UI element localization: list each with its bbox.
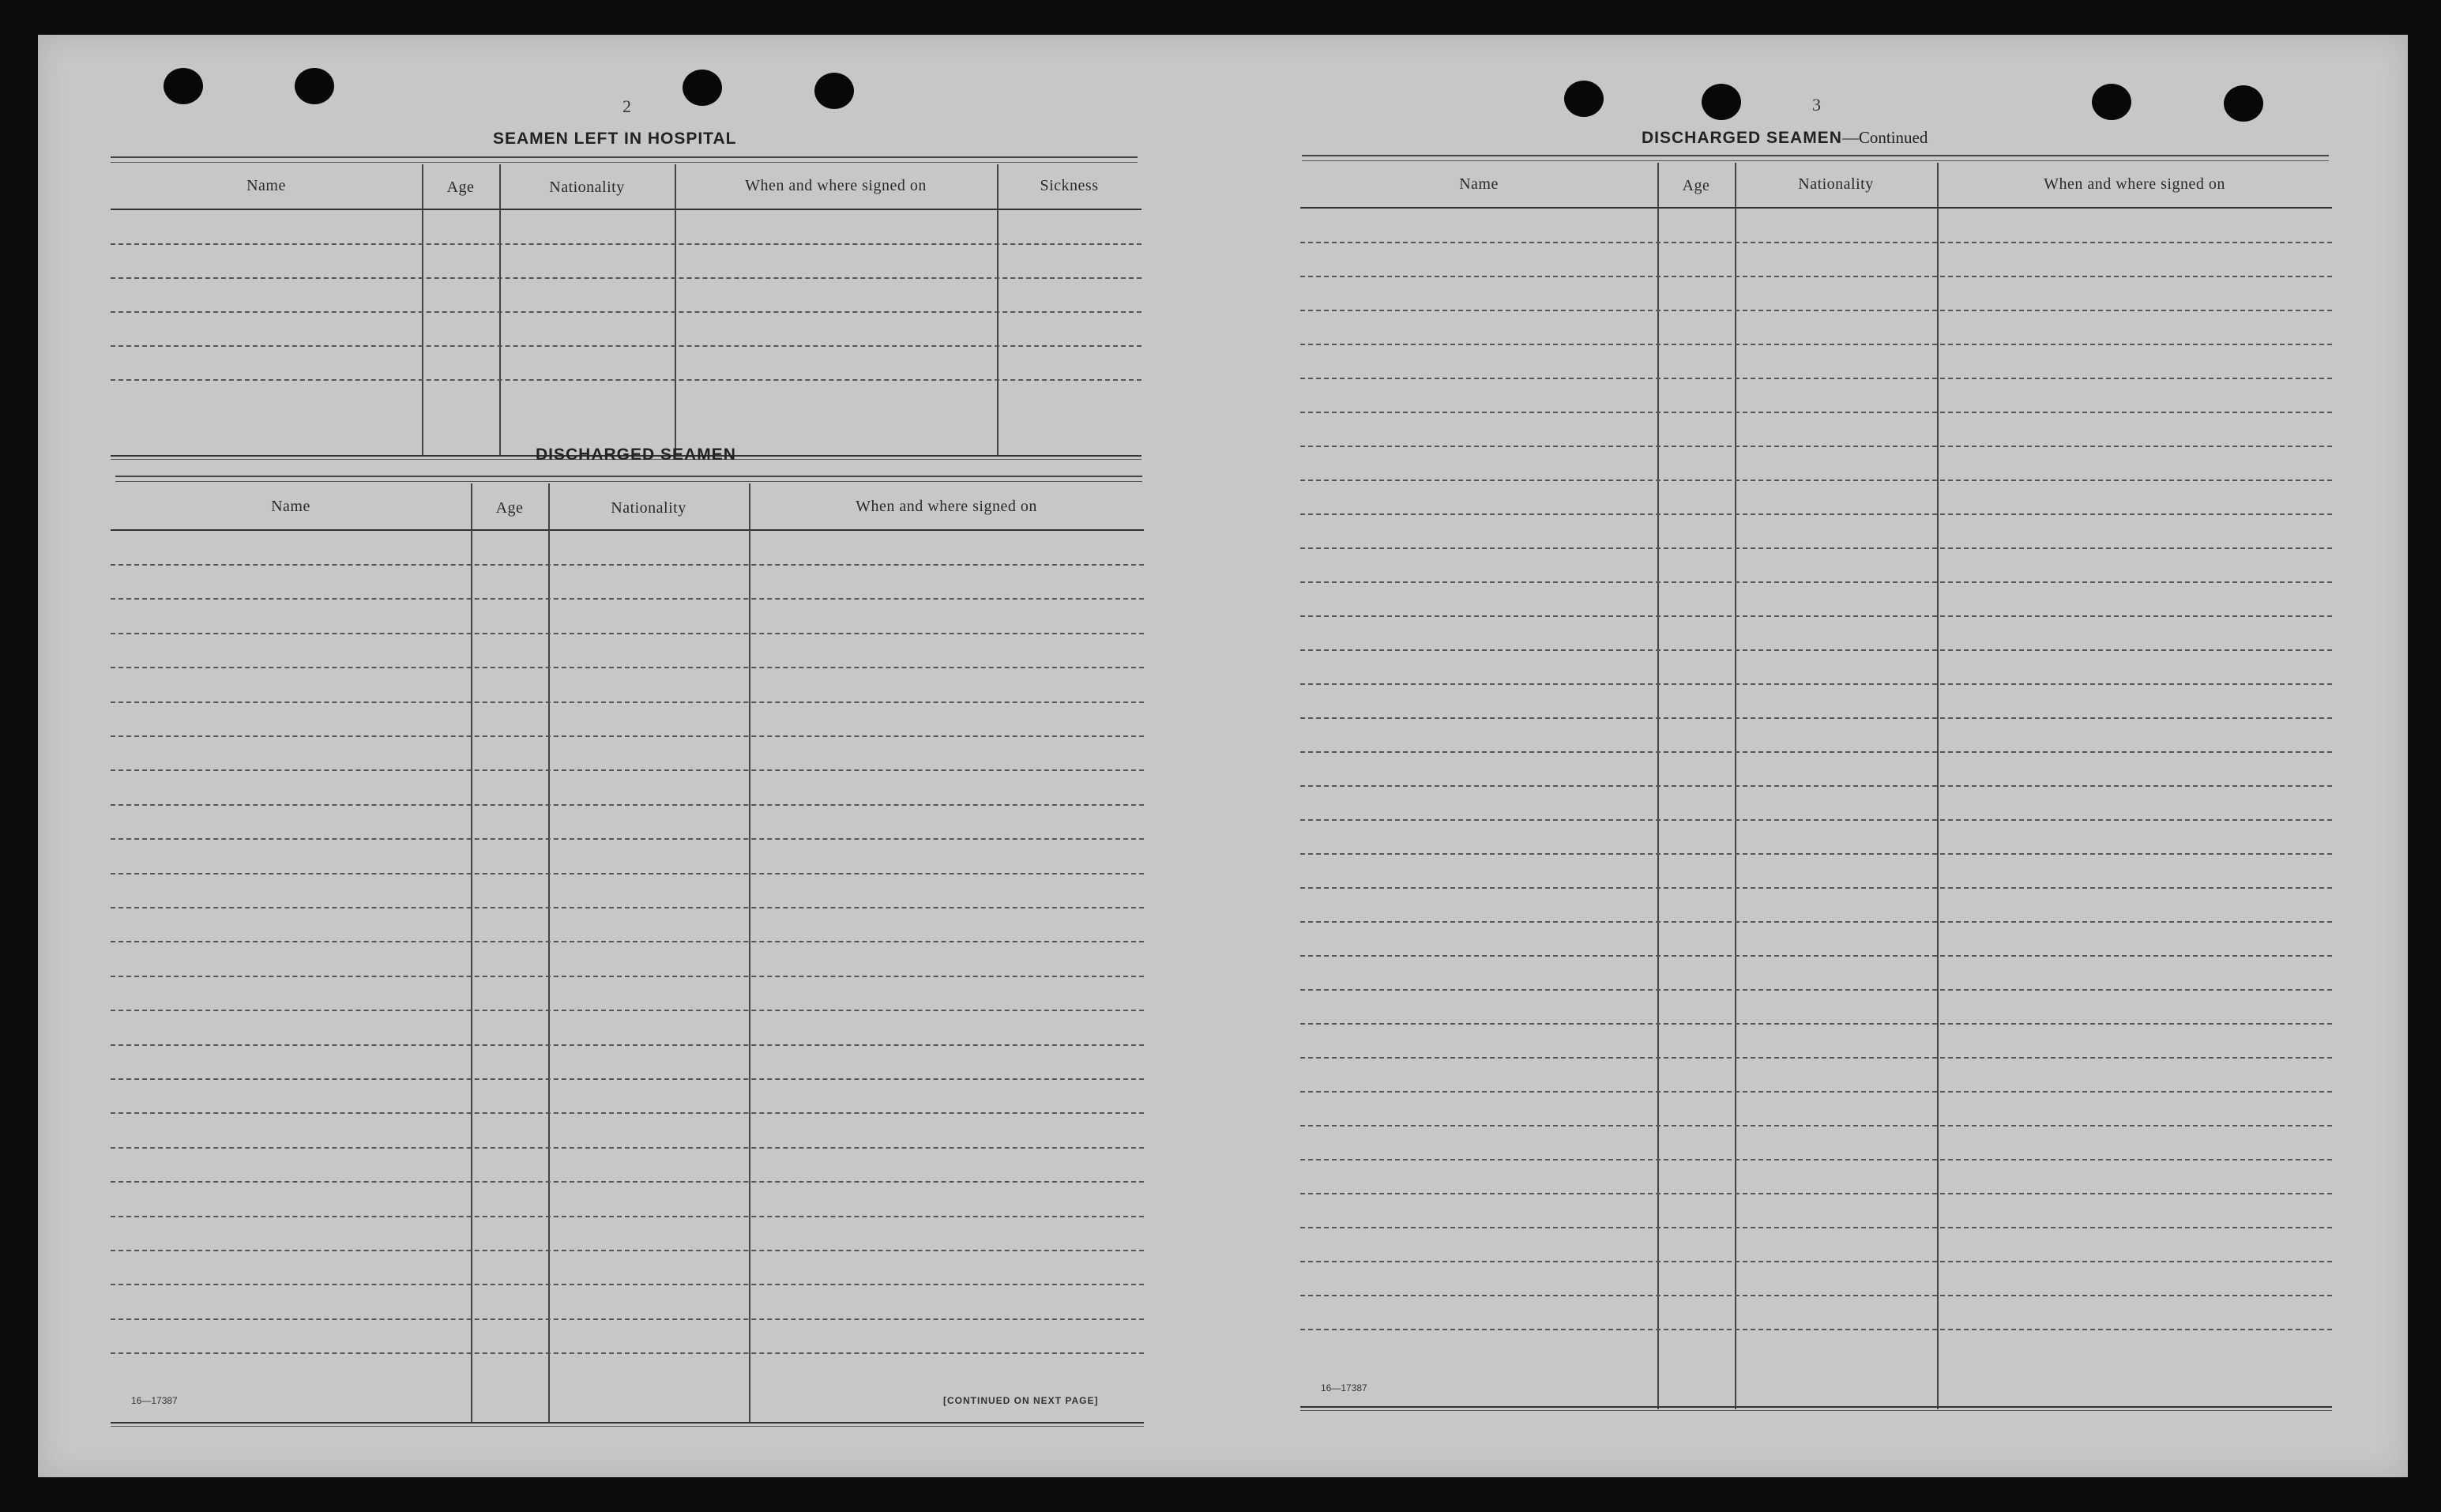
column-divider	[499, 164, 501, 457]
col-header-nationality: Nationality	[1798, 175, 1874, 193]
col-header-name: Name	[1459, 175, 1499, 193]
blank-entry-line	[1300, 446, 2332, 447]
blank-entry-line	[111, 311, 1142, 313]
blank-entry-line	[1300, 887, 2332, 889]
hospital-section-title: SEAMEN LEFT IN HOSPITAL	[493, 130, 737, 148]
blank-entry-line	[1300, 1227, 2332, 1228]
blank-entry-line	[1300, 1329, 2332, 1330]
blank-entry-line	[1300, 1159, 2332, 1160]
blank-entry-line	[111, 379, 1142, 381]
column-divider	[749, 483, 750, 1424]
blank-entry-line	[111, 1216, 1144, 1217]
discharged-table-bottom-rule	[111, 1422, 1144, 1427]
blank-entry-line	[1300, 1023, 2332, 1025]
blank-entry-line	[111, 1010, 1144, 1011]
discharged-continued-title	[1642, 128, 1928, 148]
discharged-section-title: DISCHARGED SEAMEN	[536, 446, 736, 464]
punch-hole	[1564, 81, 1604, 117]
blank-entry-line	[111, 701, 1144, 703]
hospital-title-rule	[111, 156, 1138, 163]
col-header-age: Age	[446, 179, 475, 196]
blank-entry-line	[111, 1112, 1144, 1114]
blank-entry-line	[1300, 751, 2332, 753]
punch-hole	[1702, 84, 1741, 120]
blank-entry-line	[111, 633, 1144, 634]
discharged-continued-table-bottom-rule	[1300, 1406, 2332, 1411]
column-divider	[548, 483, 550, 1424]
col-header-age: Age	[1682, 177, 1710, 194]
blank-entry-line	[1300, 412, 2332, 413]
blank-entry-line	[111, 941, 1144, 942]
blank-entry-line	[1300, 1193, 2332, 1194]
blank-entry-line	[111, 667, 1144, 668]
blank-entry-line	[1300, 615, 2332, 617]
form-code-left: 16—17387	[131, 1395, 178, 1406]
blank-entry-line	[1300, 955, 2332, 957]
blank-entry-line	[1300, 785, 2332, 787]
blank-entry-line	[1300, 344, 2332, 345]
blank-entry-line	[1300, 989, 2332, 991]
col-header-signed-on: When and where signed on	[2044, 175, 2225, 193]
col-header-nationality: Nationality	[611, 499, 686, 517]
column-divider	[422, 164, 423, 457]
discharged-title-rule	[115, 476, 1142, 482]
blank-entry-line	[111, 1250, 1144, 1251]
discharged-table-header	[111, 483, 1144, 531]
col-header-signed-on: When and where signed on	[856, 498, 1037, 515]
page-number-left: 2	[622, 96, 631, 116]
blank-entry-line	[1300, 1295, 2332, 1296]
column-divider	[471, 483, 472, 1424]
col-header-signed-on: When and where signed on	[745, 177, 927, 194]
blank-entry-line	[111, 1284, 1144, 1285]
form-code-right: 16—17387	[1321, 1382, 1367, 1394]
blank-entry-line	[1300, 1261, 2332, 1262]
continued-on-next-page-note: [CONTINUED ON NEXT PAGE]	[943, 1395, 1099, 1406]
blank-entry-line	[1300, 242, 2332, 243]
blank-entry-line	[111, 873, 1144, 874]
hospital-table	[111, 164, 1142, 460]
blank-entry-line	[111, 564, 1144, 566]
column-divider	[675, 164, 676, 457]
blank-entry-line	[111, 1078, 1144, 1080]
blank-entry-line	[1300, 649, 2332, 651]
blank-entry-line	[1300, 1125, 2332, 1126]
blank-entry-line	[1300, 276, 2332, 277]
blank-entry-line	[111, 804, 1144, 806]
punch-hole	[164, 68, 203, 104]
blank-entry-line	[1300, 717, 2332, 719]
blank-entry-line	[1300, 1057, 2332, 1059]
col-header-nationality: Nationality	[549, 179, 625, 196]
blank-entry-line	[1300, 378, 2332, 379]
blank-entry-line	[111, 1181, 1144, 1183]
blank-entry-line	[1300, 547, 2332, 549]
hospital-table-header	[111, 164, 1142, 210]
blank-entry-line	[111, 838, 1144, 840]
blank-entry-line	[111, 1147, 1144, 1149]
blank-entry-line	[111, 243, 1142, 245]
punch-hole	[683, 70, 722, 106]
blank-entry-line	[1300, 480, 2332, 481]
blank-entry-line	[1300, 683, 2332, 685]
column-divider	[997, 164, 999, 457]
blank-entry-line	[1300, 310, 2332, 311]
punch-hole	[295, 68, 334, 104]
discharged-continued-table	[1300, 163, 2332, 1411]
blank-entry-line	[1300, 1091, 2332, 1093]
discharged-continued-title-suffix: —Continued	[1841, 128, 1928, 147]
blank-entry-line	[111, 769, 1144, 771]
col-header-name: Name	[246, 177, 286, 194]
col-header-age: Age	[495, 499, 524, 517]
blank-entry-line	[111, 1318, 1144, 1320]
col-header-name: Name	[271, 498, 310, 515]
discharged-table	[111, 483, 1144, 1425]
punch-hole	[2224, 85, 2263, 122]
form-sheet	[38, 35, 2408, 1477]
blank-entry-line	[111, 277, 1142, 279]
punch-hole	[814, 73, 854, 109]
blank-entry-line	[111, 976, 1144, 977]
blank-entry-line	[1300, 853, 2332, 855]
blank-entry-line	[1300, 513, 2332, 515]
blank-entry-line	[111, 907, 1144, 908]
discharged-continued-table-header	[1300, 163, 2332, 209]
page-number-right: 3	[1812, 95, 1821, 115]
blank-entry-line	[1300, 921, 2332, 923]
blank-entry-line	[1300, 581, 2332, 583]
blank-entry-line	[111, 735, 1144, 737]
col-header-sickness: Sickness	[1040, 177, 1099, 194]
blank-entry-line	[111, 1352, 1144, 1354]
discharged-continued-title-rule	[1302, 155, 2329, 161]
discharged-continued-title-main: DISCHARGED SEAMEN	[1642, 129, 1842, 147]
punch-hole	[2092, 84, 2131, 120]
blank-entry-line	[111, 1044, 1144, 1046]
blank-entry-line	[111, 345, 1142, 347]
blank-entry-line	[1300, 819, 2332, 821]
blank-entry-line	[111, 598, 1144, 600]
